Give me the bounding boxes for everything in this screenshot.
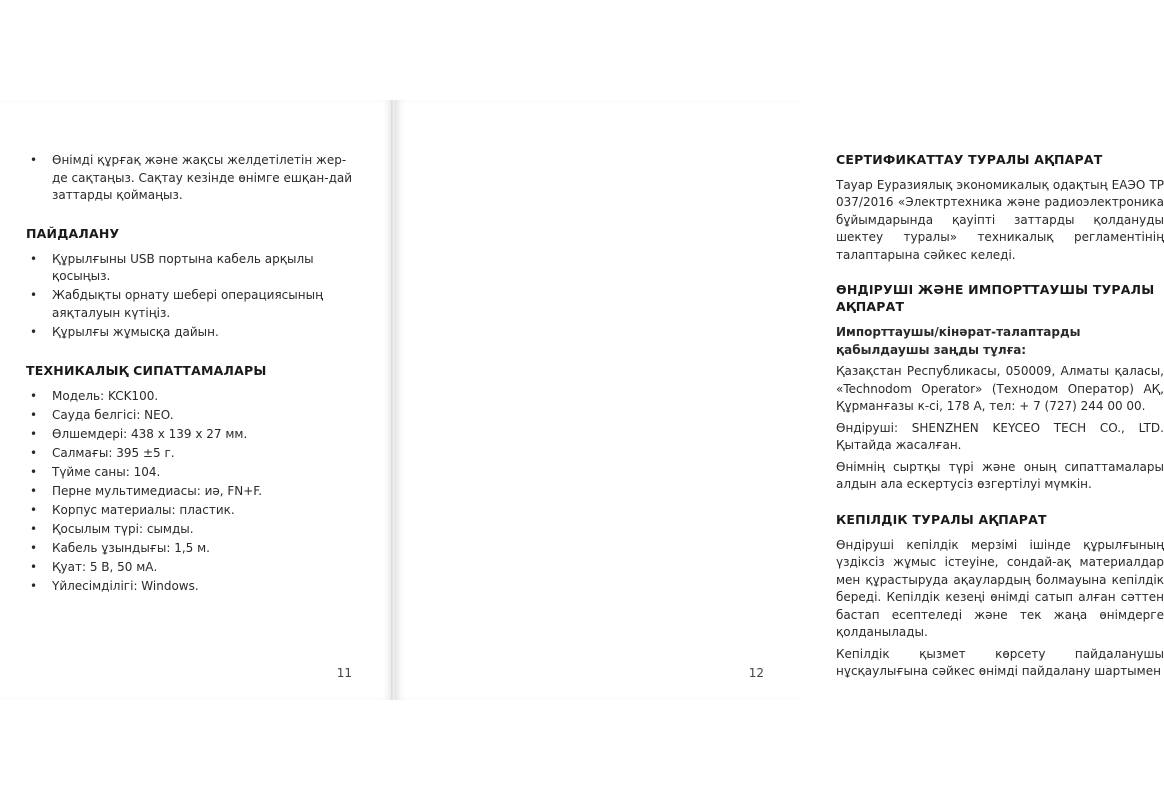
page-number-right: 12 <box>748 666 764 680</box>
list-item: • Өнімді құрғақ және жақсы желдетілетін жер-де сақтаңыз. Сақтау кезінде өнімге ешқан-дай заттарды қоймаңыз. <box>30 153 353 202</box>
list-item: • Кабель ұзындығы: 1,5 м. <box>26 540 358 558</box>
list-item: • Сауда белгісі: NEO. <box>26 407 358 425</box>
page-number-left: 11 <box>336 666 352 680</box>
bullet-icon: • <box>30 483 38 498</box>
list-item: • Құрылғыны USB портына кабель арқылы қосыңыз. <box>30 251 314 284</box>
bullet-icon: • <box>30 388 38 403</box>
left-page-content <box>26 152 358 597</box>
list-item: • Түйме саны: 104. <box>26 464 358 482</box>
bullet-icon: • <box>30 464 38 479</box>
bullet-icon: • <box>30 153 38 167</box>
bullet-icon: • <box>30 407 38 422</box>
booklet-spread <box>0 100 1164 700</box>
usage-heading: ПАЙДАЛАНУ <box>26 226 120 241</box>
bullet-icon: • <box>30 578 38 593</box>
bullet-icon: • <box>30 521 38 536</box>
importer-subheading: Импорттаушы/кінәрат-талаптарды қабылдаушы заңды тұлға: <box>836 325 1081 357</box>
list-item: • Қосылым түрі: сымды. <box>26 521 358 539</box>
list-item: • Үйлесімділігі: Windows. <box>26 578 358 596</box>
left-page <box>0 100 392 700</box>
specs-list <box>26 388 358 596</box>
usage-list <box>26 251 358 342</box>
bullet-icon: • <box>30 324 38 339</box>
specs-heading: ТЕХНИКАЛЫҚ СИПАТТАМАЛАРЫ <box>26 362 267 378</box>
warranty-heading: КЕПІЛДІК ТУРАЛЫ АҚПАРАТ <box>836 511 1047 527</box>
bullet-icon: • <box>30 288 38 303</box>
manufacturer-heading: ӨНДІРУШІ ЖӘНЕ ИМПОРТТАУШЫ ТУРАЛЫ АҚПАРАТ <box>836 282 1155 315</box>
list-item: • Модель: KCK100. <box>26 388 358 406</box>
producer-info: Өндіруші: SHENZHEN KEYCEO TECH CO., LTD. Қытайда жасалған. <box>836 420 1164 453</box>
right-page <box>396 100 1164 700</box>
warranty-text-2: Кепілдік қызмет көрсету пайдаланушы нұсқаулығына сәйкес өнімді пайдалану шартымен <box>836 646 1164 678</box>
list-item: • Салмағы: 395 ±5 г. <box>26 445 358 463</box>
bullet-icon: • <box>30 559 38 574</box>
bullet-icon: • <box>30 445 38 460</box>
list-item: • Жабдықты орнату шебері операциясының аяқталуын күтіңіз. <box>30 288 324 320</box>
bullet-icon: • <box>30 426 38 441</box>
warranty-text-1: Өндіруші кепілдік мерзімі ішінде құрылғының үздіксіз жұмыс істеуіне, сондай-ақ материалдар мен құрастыруда ақаулардың болмауына кепілдік береді. Кепілдік кезеңі өнімді сатып алған сәттен бастап есептеледі және тек жаңа өнімдерге қолданылады. <box>836 537 1164 639</box>
certification-text: Тауар Еуразиялық экономикалық одақтың ЕАЭО ТР 037/2016 «Электртехника және радиоэлектроника бұйымдарында қауіпті заттарды қолдануды шектеу туралы» техникалық регламентінің талаптарына сәйкес келеді. <box>836 177 1164 262</box>
bullet-icon: • <box>30 540 38 555</box>
list-item: • Перне мультимедиасы: иә, FN+F. <box>26 483 358 501</box>
list-item: • Өлшемдері: 438 х 139 х 27 мм. <box>26 426 358 444</box>
intro-list <box>26 152 358 205</box>
bullet-icon: • <box>30 502 38 517</box>
right-page-content <box>836 152 1164 685</box>
importer-address: Қазақстан Республикасы, 050009, Алматы қаласы, «Technodom Operator» (Технодом Оператор) АҚ, Құрманғазы к-сі, 178 А, тел: + 7 (727) 244 00 00. <box>836 364 1164 414</box>
bullet-icon: • <box>30 251 38 266</box>
list-item: • Қуат: 5 В, 50 мА. <box>26 559 358 577</box>
list-item: • Корпус материалы: пластик. <box>26 502 358 520</box>
list-item: • Құрылғы жұмысқа дайын. <box>26 324 358 342</box>
certification-heading: СЕРТИФИКАТТАУ ТУРАЛЫ АҚПАРАТ <box>836 152 1103 167</box>
change-notice: Өнімнің сыртқы түрі және оның сипаттамалары алдын ала ескертусіз өзгертілуі мүмкін. <box>836 459 1164 492</box>
